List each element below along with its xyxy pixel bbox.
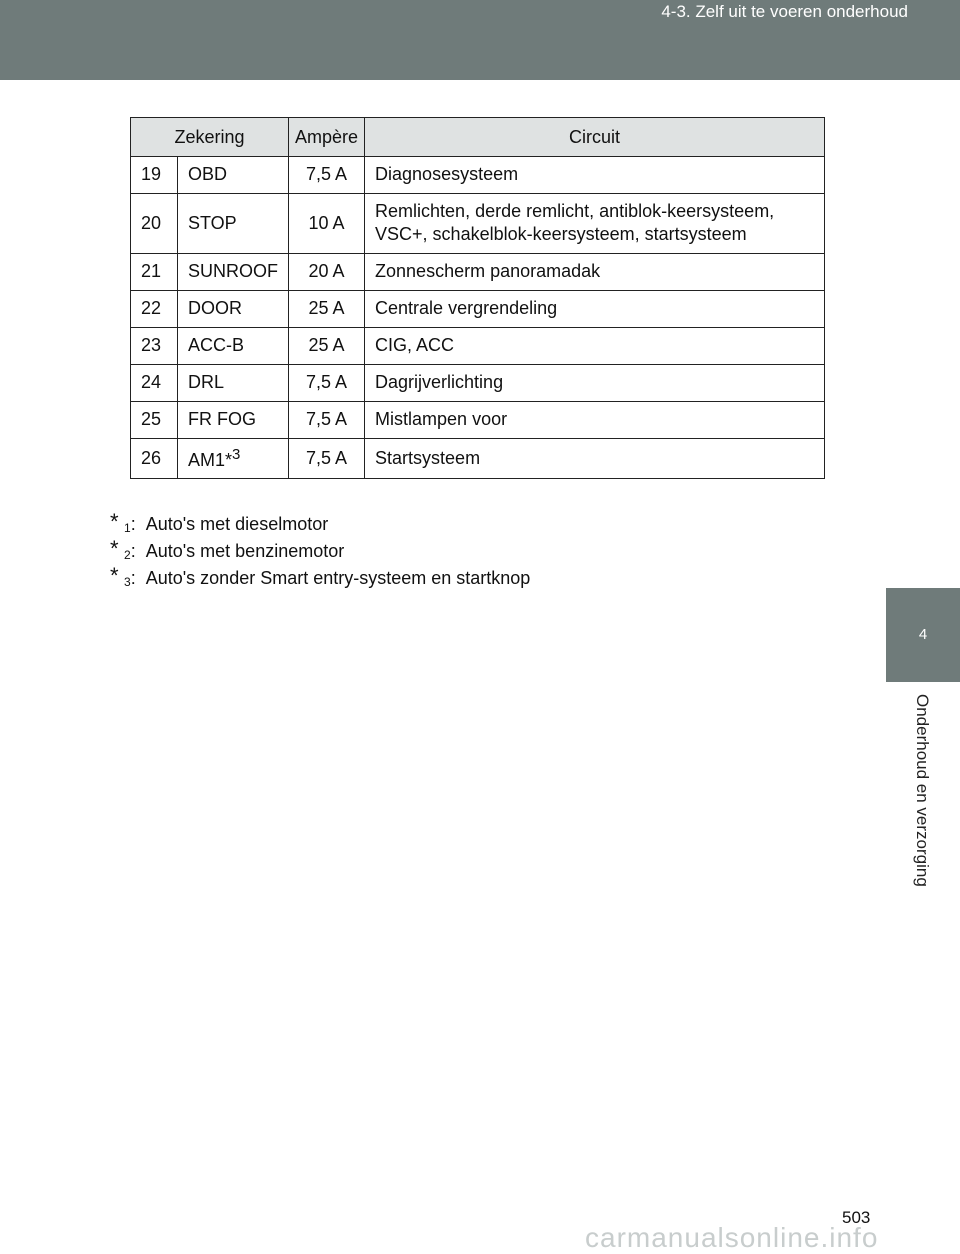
fuse-name: ACC-B — [188, 335, 245, 356]
fuse-name: OBD — [188, 164, 228, 185]
table-row — [131, 438, 825, 478]
footnote-mark: * — [110, 509, 119, 534]
footnotes — [110, 508, 530, 589]
fuse-ampere: 7,5 A — [289, 401, 365, 438]
fuse-number: 22 — [131, 290, 178, 327]
fuse-circuit: Zonnescherm panoramadak — [365, 253, 825, 290]
fuse-circuit: CIG, ACC — [365, 327, 825, 364]
fuse-circuit: Centrale vergrendeling — [365, 290, 825, 327]
fuse-ampere: 20 A — [289, 253, 365, 290]
chapter-title: Onderhoud en verzorging — [913, 694, 932, 887]
footnote-mark: * — [110, 536, 119, 561]
footnote-number: 2 — [124, 548, 131, 562]
footnote-number: 1 — [124, 521, 131, 535]
chapter-number: 4 — [918, 626, 928, 643]
fuse-number: 23 — [131, 327, 178, 364]
table-row — [131, 253, 825, 290]
fuse-name: SUNROOF — [188, 261, 278, 282]
column-header-ampere: Ampère — [289, 118, 365, 157]
fuse-name-cell — [178, 290, 289, 327]
fuse-ampere: 25 A — [289, 327, 365, 364]
fuse-number: 24 — [131, 364, 178, 401]
footnote — [110, 508, 530, 535]
table-row — [131, 327, 825, 364]
fuse-ampere: 25 A — [289, 290, 365, 327]
fuse-name-cell — [178, 438, 289, 478]
footnote-number: 3 — [124, 575, 131, 589]
footnote-ref: 3 — [232, 445, 241, 463]
fuse-name-cell — [178, 364, 289, 401]
fuse-number: 25 — [131, 401, 178, 438]
fuse-ampere: 7,5 A — [289, 438, 365, 478]
fuse-name: STOP — [188, 212, 237, 233]
fuse-number: 21 — [131, 253, 178, 290]
fuse-name: DRL — [188, 372, 225, 393]
chapter-tab[interactable] — [886, 588, 960, 682]
fuse-number: 26 — [131, 438, 178, 478]
fuse-name-cell — [178, 194, 289, 254]
column-header-fuse: Zekering — [131, 118, 289, 157]
footnote-colon: : — [130, 514, 136, 534]
table-row — [131, 157, 825, 194]
table-row — [131, 364, 825, 401]
footnote-mark: * — [110, 563, 119, 588]
fuse-circuit: Dagrijverlichting — [365, 364, 825, 401]
section-title: 4-3. Zelf uit te voeren onderhoud — [661, 2, 908, 21]
fuse-ampere: 7,5 A — [289, 157, 365, 194]
table-row — [131, 401, 825, 438]
fuse-name: AM1* — [188, 449, 233, 470]
fuse-circuit: Remlichten, derde remlicht, antiblok-keersysteem, VSC+, schakelblok-keersysteem, startsysteem — [365, 194, 825, 254]
fuse-name-cell — [178, 327, 289, 364]
page-number: 503 — [842, 1208, 871, 1227]
table-row — [131, 194, 825, 254]
column-header-circuit: Circuit — [365, 118, 825, 157]
fuse-ampere: 7,5 A — [289, 364, 365, 401]
footnote-text: Auto's zonder Smart entry-systeem en startknop — [145, 568, 531, 588]
chapter-title-tab — [886, 690, 960, 930]
fuse-ampere: 10 A — [289, 194, 365, 254]
fuse-circuit: Startsysteem — [365, 438, 825, 478]
fuse-number: 20 — [131, 194, 178, 254]
footnote-text: Auto's met benzinemotor — [145, 541, 345, 561]
fuse-name-cell — [178, 157, 289, 194]
fuse-name: FR FOG — [188, 409, 256, 430]
header-bar — [0, 0, 960, 80]
footnote-text: Auto's met dieselmotor — [145, 514, 329, 534]
footnote-colon: : — [130, 541, 136, 561]
fuse-circuit: Diagnosesysteem — [365, 157, 825, 194]
footnote — [110, 535, 530, 562]
table-row — [131, 290, 825, 327]
fuse-name: DOOR — [188, 298, 242, 319]
footnote-colon: : — [130, 568, 136, 588]
fuse-name-cell — [178, 253, 289, 290]
fuse-number: 19 — [131, 157, 178, 194]
table-header-row — [131, 118, 825, 157]
fuse-name-cell — [178, 401, 289, 438]
footnote — [110, 562, 530, 589]
fuse-circuit: Mistlampen voor — [365, 401, 825, 438]
watermark: carmanualsonline.info — [585, 1222, 879, 1253]
fuse-table — [130, 117, 825, 479]
